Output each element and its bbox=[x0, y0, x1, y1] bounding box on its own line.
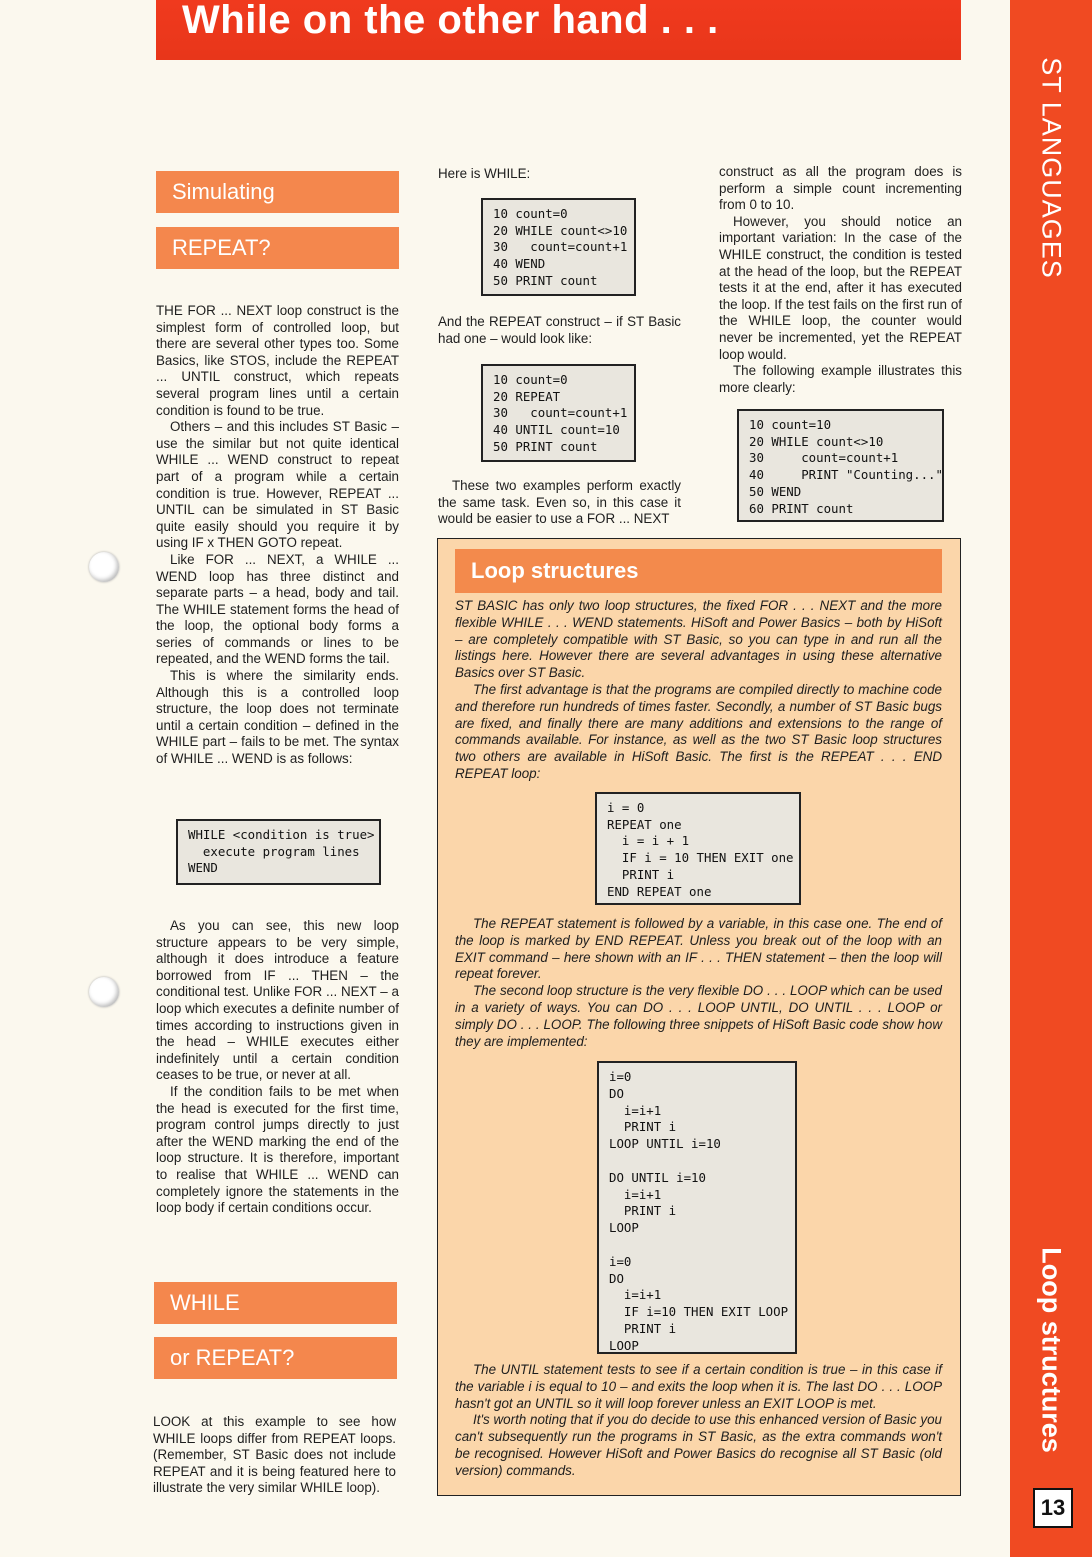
column-1-text-bottom bbox=[153, 1414, 396, 1497]
column-2-text-middle bbox=[438, 314, 681, 347]
column-3-text bbox=[719, 164, 962, 396]
paragraph: The following example illustrates this more clearly: bbox=[719, 363, 962, 395]
code-listing-while: 10 count=0 20 WHILE count<>10 30 count=count+1 40 WEND 50 PRINT count bbox=[481, 198, 636, 296]
paragraph: The REPEAT statement is followed by a variable, in this case one. The end of the loop is marked by END REPEAT. Unless you break out of the loop with an EXIT command – here shown with an IF . . . THEN statement – then the loop will repeat forever. bbox=[455, 916, 942, 982]
code-listing-repeat: 10 count=0 20 REPEAT 30 count=count+1 40 UNTIL count=10 50 PRINT count bbox=[481, 364, 636, 462]
page-number: 13 bbox=[1033, 1488, 1073, 1528]
heading-repeat: REPEAT? bbox=[156, 227, 399, 269]
column-2-intro bbox=[438, 166, 681, 183]
paragraph: The first advantage is that the programs are compiled directly to machine code and therefore run hundreds of times faster. Secondly, a number of ST Basic bugs are fixed, and finally there are many additions and extensions to the range of commands available. For instance, as well as the two ST Basic loop structures two others are available in HiSoft Basic. The first is the REPEAT . . . END REPEAT loop: bbox=[455, 681, 942, 781]
page-title: While on the other hand . . . bbox=[182, 0, 719, 42]
title-bar bbox=[156, 0, 961, 60]
paragraph: However, you should notice an important variation: In the case of the WHILE construct, the condition is tested at the head of the loop, but the REPEAT tests it at the end, after it has executed the loop. If the test fails on the first run of the WHILE loop, the counter would never be incremented, yet the REPEAT loop would. bbox=[719, 213, 962, 362]
paragraph: Here is WHILE: bbox=[438, 166, 531, 181]
code-listing-counting: 10 count=10 20 WHILE count<>10 30 count=count+1 40 PRINT "Counting..." 50 WEND 60 PRINT count bbox=[737, 409, 944, 522]
paragraph: If the condition fails to be met when the head is executed for the first time, program control jumps directly to just after the WEND marking the end of the loop structure. It is therefore, important to realise that WHILE ... WEND can completely ignore the statements in the loop body if certain conditions occur. bbox=[156, 1083, 399, 1216]
panel-text-top bbox=[455, 598, 942, 783]
paragraph: The UNTIL statement tests to see if a certain condition is true – in this case if the variable i is equal to 10 – and exits the loop when it is. The last DO . . . LOOP hasn't got an UNTIL so it will loop forever unless an EXIT LOOP is met. bbox=[455, 1362, 942, 1411]
panel-text-bottom bbox=[455, 1362, 942, 1480]
paragraph: And the REPEAT construct – if ST Basic had one – would look like: bbox=[438, 314, 681, 346]
column-1-text-middle bbox=[156, 918, 399, 1217]
section-label: ST LANGUAGES bbox=[1036, 57, 1067, 279]
code-listing-repeat-one: i = 0 REPEAT one i = i + 1 IF i = 10 THEN EXIT one PRINT i END REPEAT one bbox=[595, 792, 801, 905]
paragraph: Like FOR ... NEXT, a WHILE ... WEND loop has three distinct and separate parts – a head, body and tail. The WHILE statement forms the head of the loop, the optional body forms a series of commands or lines to be repeated, and the WEND forms the tail. bbox=[156, 551, 399, 667]
heading-while: WHILE bbox=[154, 1282, 397, 1324]
code-listing-while-syntax: WHILE <condition is true> execute program lines WEND bbox=[176, 819, 381, 885]
subsection-label: Loop structures bbox=[1036, 1247, 1067, 1453]
paragraph: The second loop structure is the very flexible DO . . . LOOP which can be used in a variety of ways. You can DO . . . LOOP UNTIL, DO UNTIL . . . LOOP or simply DO . . . LOOP. The following three snippets of HiSoft Basic code show how they are implemented: bbox=[455, 983, 942, 1049]
code-listing-do-loop: i=0 DO i=i+1 PRINT i LOOP UNTIL i=10 DO UNTIL i=10 i=i+1 PRINT i LOOP i=0 DO i=i+1 IF i=10 THEN EXIT LOOP PRINT i LOOP bbox=[597, 1061, 797, 1354]
heading-simulating: Simulating bbox=[156, 171, 399, 213]
paragraph: THE FOR ... NEXT loop construct is the simplest form of controlled loop, but there are several other types too. Some Basics, like STOS, include the REPEAT ... UNTIL construct, which repeats several program lines until a certain condition is found to be true. bbox=[156, 303, 399, 418]
column-1-text-top bbox=[156, 303, 399, 768]
paragraph: LOOK at this example to see how WHILE loops differ from REPEAT loops. (Remember, ST Basic does not include REPEAT and it is being featured here to illustrate the very similar WHILE loop). bbox=[153, 1414, 396, 1496]
panel-text-middle bbox=[455, 916, 942, 1050]
heading-or-repeat: or REPEAT? bbox=[154, 1337, 397, 1379]
panel-heading: Loop structures bbox=[455, 549, 942, 593]
paragraph: As you can see, this new loop structure appears to be very simple, although it does introduce a feature borrowed from IF ... THEN – the conditional test. Unlike FOR ... NEXT – a loop which executes a definite number of times according to instructions given in the head – WHILE executes either indefinitely until a certain condition ceases to be true, or never at all. bbox=[156, 918, 399, 1083]
binder-hole-bottom bbox=[89, 977, 119, 1007]
paragraph: It's worth noting that if you do decide to use this enhanced version of Basic you can't subsequently run the programs in ST Basic, as the extra commands won't be recognised. However HiSoft and Power Basics do recognise all ST Basic (old version) commands. bbox=[455, 1412, 942, 1478]
paragraph: Others – and this includes ST Basic – use the similar but not quite identical WHILE ... WEND construct to repeat part of a program while a certain condition is true. However, REPEAT ... UNTIL can be simulated in ST Basic quite easily should you require it by using IF x THEN GOTO repeat. bbox=[156, 419, 399, 551]
paragraph: This is where the similarity ends. Although this is a controlled loop structure, the loop does not terminate until a certain condition – defined in the WHILE part – fails to be met. The syntax of WHILE ... WEND is as follows: bbox=[156, 668, 399, 767]
paragraph: These two examples perform exactly the same task. Even so, in this case it would be easier to use a FOR ... NEXT bbox=[438, 478, 681, 527]
column-2-text-bottom bbox=[438, 478, 681, 528]
paragraph: ST BASIC has only two loop structures, the fixed FOR . . . NEXT and the more flexible WHILE . . . WEND statements. HiSoft and Power Basics – both by HiSoft – are completely compatible with ST Basic, so you can type in and run all the listings here. However there are several advantages in using these alternative Basics over ST Basic. bbox=[455, 598, 942, 681]
binder-hole-top bbox=[89, 552, 119, 582]
paragraph: construct as all the program does is perform a simple count incrementing from 0 to 10. bbox=[719, 164, 962, 213]
